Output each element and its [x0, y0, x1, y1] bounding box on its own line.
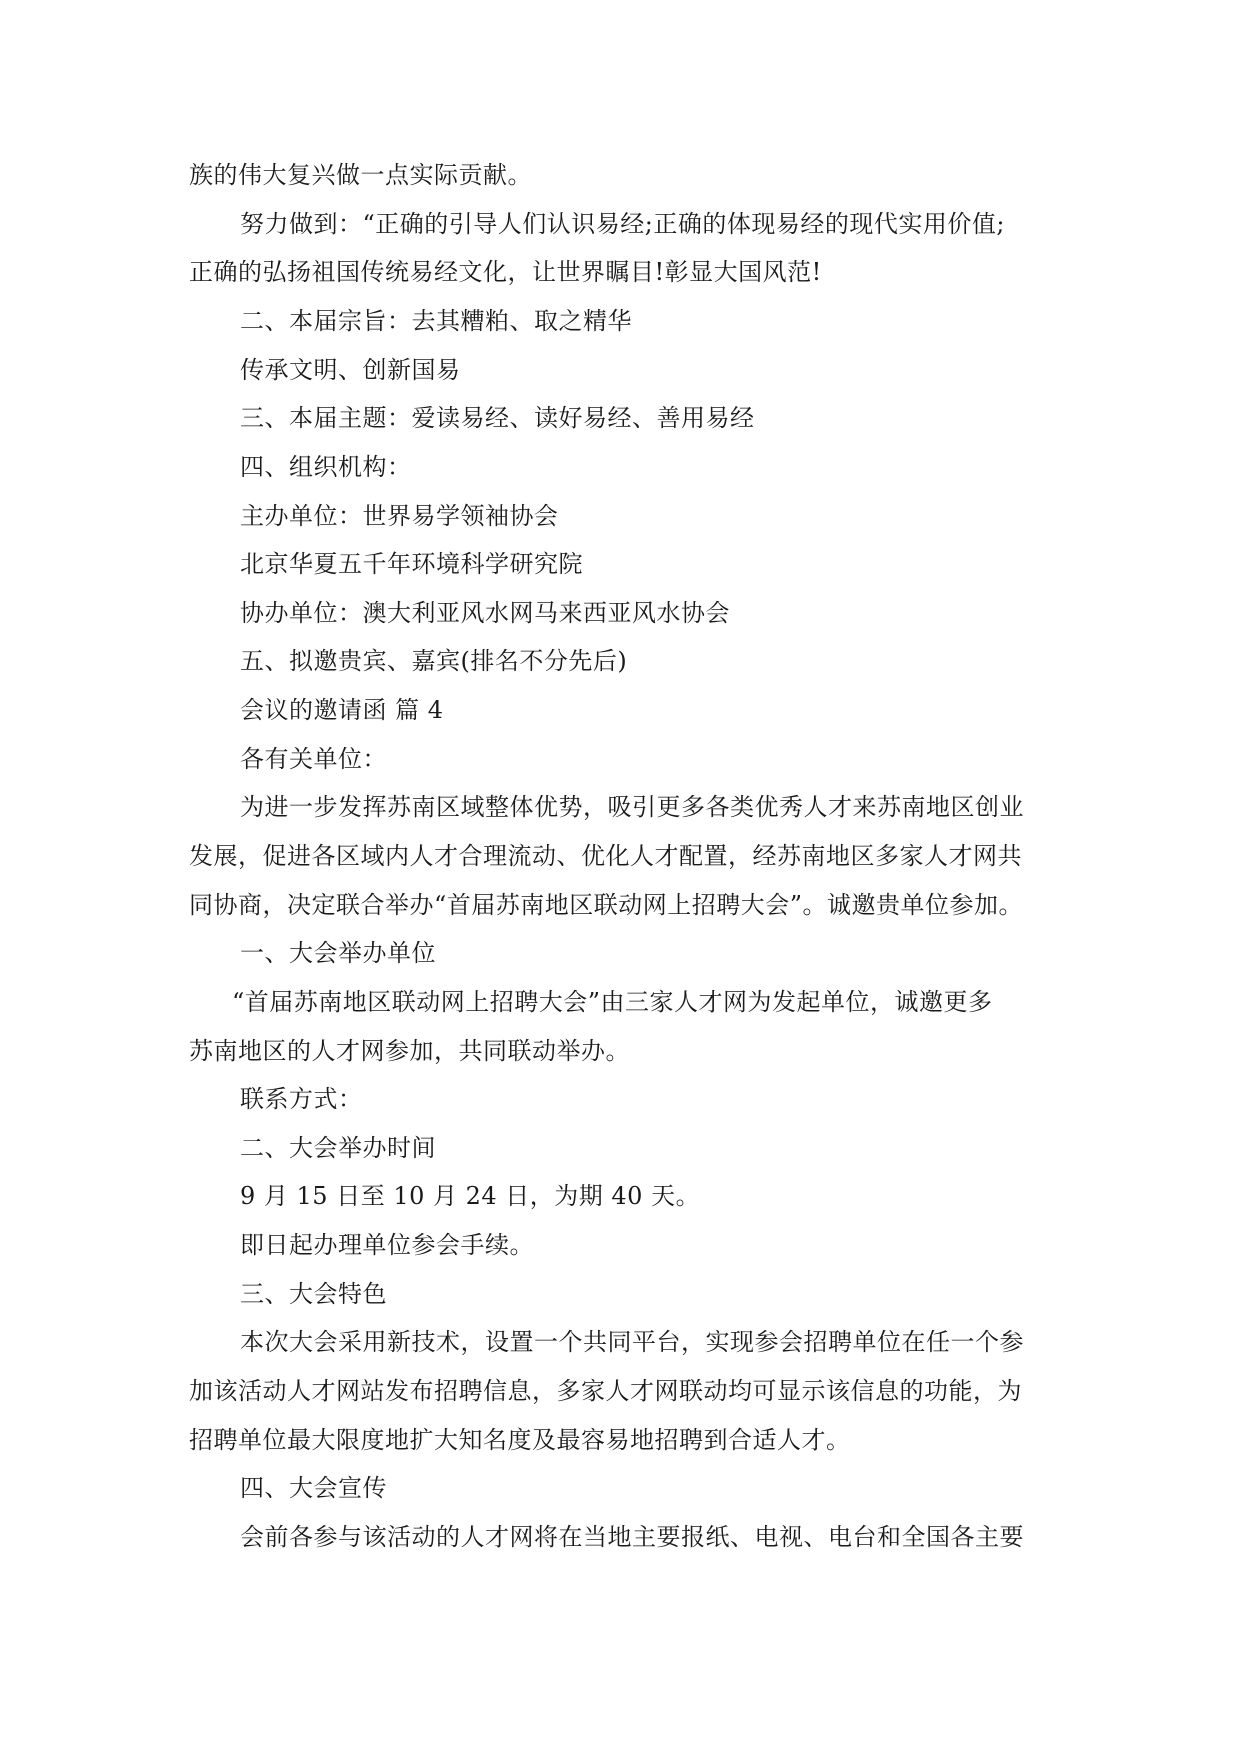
text-line: 招聘单位最大限度地扩大知名度及最容易地招聘到合适人才。 — [189, 1426, 851, 1454]
text-line: 加该活动人才网站发布招聘信息，多家人才网联动均可显示该信息的功能，为 — [189, 1377, 1022, 1405]
text-line: 联系方式： — [240, 1085, 363, 1113]
text-line: 即日起办理单位参会手续。 — [240, 1231, 534, 1259]
text-line: 主办单位：世界易学领袖协会 — [240, 502, 559, 530]
text-line: 本次大会采用新技术，设置一个共同平台，实现参会招聘单位在任一个参 — [240, 1328, 1024, 1356]
text-line: 发展，促进各区域内人才合理流动、优化人才配置，经苏南地区多家人才网共 — [189, 842, 1022, 870]
text-line: 一、大会举办单位 — [240, 939, 436, 967]
text-line: 协办单位：澳大利亚风水网马来西亚风水协会 — [240, 599, 730, 627]
text-line: 为进一步发挥苏南区域整体优势，吸引更多各类优秀人才来苏南地区创业 — [240, 793, 1024, 821]
text-line: 传承文明、创新国易 — [240, 356, 461, 384]
text-line: 苏南地区的人才网参加，共同联动举办。 — [189, 1037, 630, 1065]
text-line: 同协商，决定联合举办“首届苏南地区联动网上招聘大会”。诚邀贵单位参加。 — [189, 891, 1024, 919]
text-line: 正确的弘扬祖国传统易经文化，让世界瞩目!彰显大国风范! — [189, 258, 822, 286]
text-line: 三、本届主题：爱读易经、读好易经、善用易经 — [240, 404, 755, 432]
text-line: 四、大会宣传 — [240, 1474, 387, 1502]
text-line: “首届苏南地区联动网上招聘大会”由三家人才网为发起单位，诚邀更多 — [232, 988, 993, 1016]
text-line: 四、组织机构： — [240, 453, 412, 481]
text-line: 二、本届宗旨：去其糟粕、取之精华 — [240, 307, 632, 335]
salutation: 各有关单位： — [240, 745, 387, 773]
text-line: 族的伟大复兴做一点实际贡献。 — [189, 161, 532, 189]
text-line: 努力做到：“正确的引导人们认识易经;正确的体现易经的现代实用价值; — [240, 210, 1005, 238]
text-line: 9 月 15 日至 10 月 24 日，为期 40 天。 — [240, 1182, 701, 1210]
text-line: 五、拟邀贵宾、嘉宾(排名不分先后) — [240, 647, 628, 675]
text-line: 北京华夏五千年环境科学研究院 — [240, 550, 583, 578]
text-line: 二、大会举办时间 — [240, 1134, 436, 1162]
text-line: 三、大会特色 — [240, 1280, 387, 1308]
text-line: 会前各参与该活动的人才网将在当地主要报纸、电视、电台和全国各主要 — [240, 1523, 1024, 1551]
section-heading: 会议的邀请函 篇 4 — [240, 696, 444, 724]
